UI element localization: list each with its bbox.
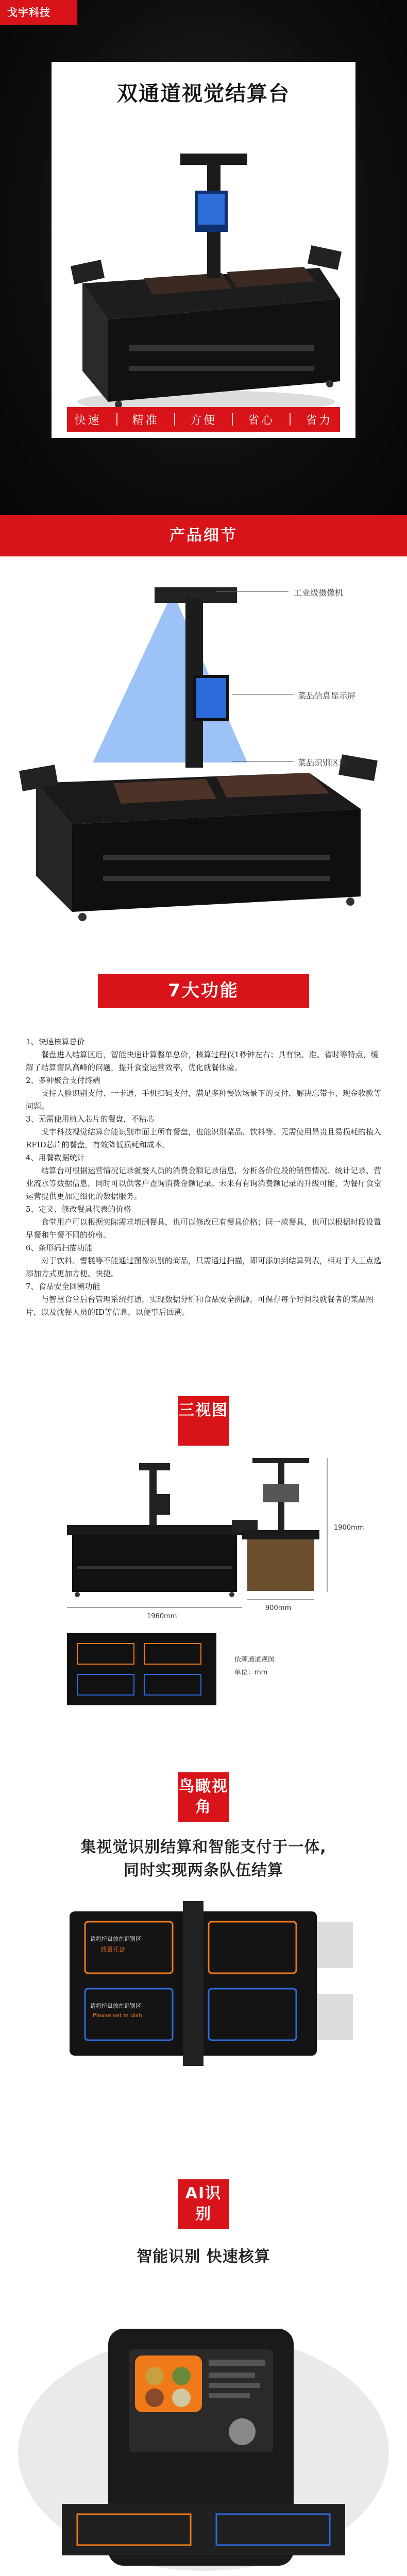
feature-tag: 精准: [132, 414, 159, 427]
screen-text-bottom-2: Please set in dish: [93, 2012, 142, 2019]
view-note: 依颂通道视图: [234, 1656, 275, 1664]
three-views-title: 三视图: [178, 1396, 229, 1446]
function-line: 6、条形码扫描功能: [26, 1243, 93, 1252]
ai-recognition-image: [0, 2287, 407, 2576]
ai-section: [0, 2174, 407, 2576]
function-line: 7、食品安全回溯功能: [26, 1282, 100, 1291]
detail-title: 产品细节: [0, 515, 407, 556]
callout-line: [216, 591, 289, 592]
functions-section: [0, 927, 407, 1386]
screen-text-bottom-1: 请将托盘放在识别区: [90, 2003, 141, 2009]
height-dimension: 1900mm: [334, 1524, 364, 1532]
function-line: 与智慧食堂后台管理系统打通，实现数据分析和食品安全溯源，可保存每个时间段就餐者的菜品图片，以及就餐人员的ID等信息，以便事后回溯。: [26, 1295, 374, 1317]
hero-panel: [52, 62, 355, 438]
brand-badge: 戈宇科技: [0, 0, 77, 25]
function-line: 5、定义、修改餐具代表的价格: [26, 1205, 131, 1214]
depth-dimension: 900mm: [265, 1604, 292, 1612]
bird-view-image: [39, 1901, 368, 2066]
functions-title: 7大功能: [98, 974, 309, 1008]
function-line: 1、快速核算总价: [26, 1037, 85, 1046]
width-dimension: 1960mm: [147, 1613, 177, 1620]
screen-text-top-1: 请将托盘放在识别区: [90, 1936, 141, 1942]
function-line: 戈宇科技视觉结算台能识别市面上所有餐盘，也能识别菜品、饮料等。无需使用昂贵且易损耗的植入RFID芯片的餐盘，有效降低损耗和成本。: [26, 1127, 382, 1149]
bird-view-section: [0, 1767, 407, 2174]
function-line: 结算台可根据运营情况记录就餐人员的消费金额记录信息，分析各价位段的销售情况、统计记录、营业流水等数据信息，同时可以供客户查询消费金额记录。未来有有询消费额记录的升级可能，为餐厅食堂运营提供更加定细化的数据服务。: [26, 1166, 382, 1201]
detail-product-image: [0, 567, 407, 927]
function-line: 2、多种聚合支付终端: [26, 1076, 100, 1085]
hero-title: 双通道视觉结算台: [117, 82, 290, 106]
function-line: 对于饮料、雪糕等不能通过图像识别的商品，只需通过扫描，即可添加到结算列表，相对于人工点选添加方式更加方便、快捷。: [26, 1256, 382, 1278]
top-view-drawing: [62, 1628, 222, 1710]
bird-headline-1: 集视觉识别结算和智能支付于一体,: [80, 1838, 327, 1856]
feature-tag: 省力: [306, 414, 333, 427]
screen-text-top-2: 放置托盘: [100, 1946, 126, 1953]
callout-display: 菜品信息显示屏: [298, 691, 356, 701]
feature-tag: 省心: [248, 414, 275, 427]
function-line: 食堂用户可以根据实际需求增删餐具，也可以修改已有餐具价格；同一款餐具，也可以根据时段设置早餐和午餐不同的价格。: [26, 1217, 382, 1240]
callout-line: [232, 694, 294, 695]
callout-line: [232, 761, 294, 762]
callout-camera: 工业级摄像机: [294, 588, 344, 598]
function-line: 支持人脸识别支付、一卡通、手机扫码支付，满足多种餐饮场景下的支付，解决忘带卡、现金收款等问题。: [26, 1089, 382, 1111]
feature-tag: 方便: [190, 414, 217, 427]
detail-section: [0, 515, 407, 927]
bird-headline-2: 同时实现两条队伍结算: [124, 1861, 283, 1879]
feature-divider: [232, 413, 233, 426]
feature-divider: [116, 413, 117, 426]
ai-title: AI识别: [178, 2179, 229, 2229]
feature-tag: 快速: [74, 414, 101, 427]
hero-feature-bar: [67, 407, 340, 432]
hero-product-image: [52, 113, 355, 433]
function-line: 3、无需使用植入芯片的餐盘，不粘芯: [26, 1114, 155, 1124]
feature-divider: [290, 413, 291, 426]
function-line: 餐盘进入结算区后，智能快速计算整单总价，核算过程仅1秒钟左右；具有快、准、省时等特点，缓解了结算窗队高峰的问题，提升食堂运营效率，优化就餐体验。: [26, 1050, 379, 1072]
side-view-drawing: [232, 1453, 335, 1607]
three-views-section: [0, 1386, 407, 1767]
bird-view-title: 鸟瞰视角: [178, 1772, 229, 1822]
functions-list: [26, 1036, 381, 1319]
ai-headline: 智能识别 快速核算: [137, 2248, 270, 2266]
unit-note: 单位：mm: [234, 1669, 268, 1676]
callout-recognition-area: 菜品识别区域: [298, 758, 348, 768]
hero-section: [0, 0, 407, 515]
function-line: 4、用餐数据统计: [26, 1153, 85, 1162]
feature-divider: [174, 413, 175, 426]
